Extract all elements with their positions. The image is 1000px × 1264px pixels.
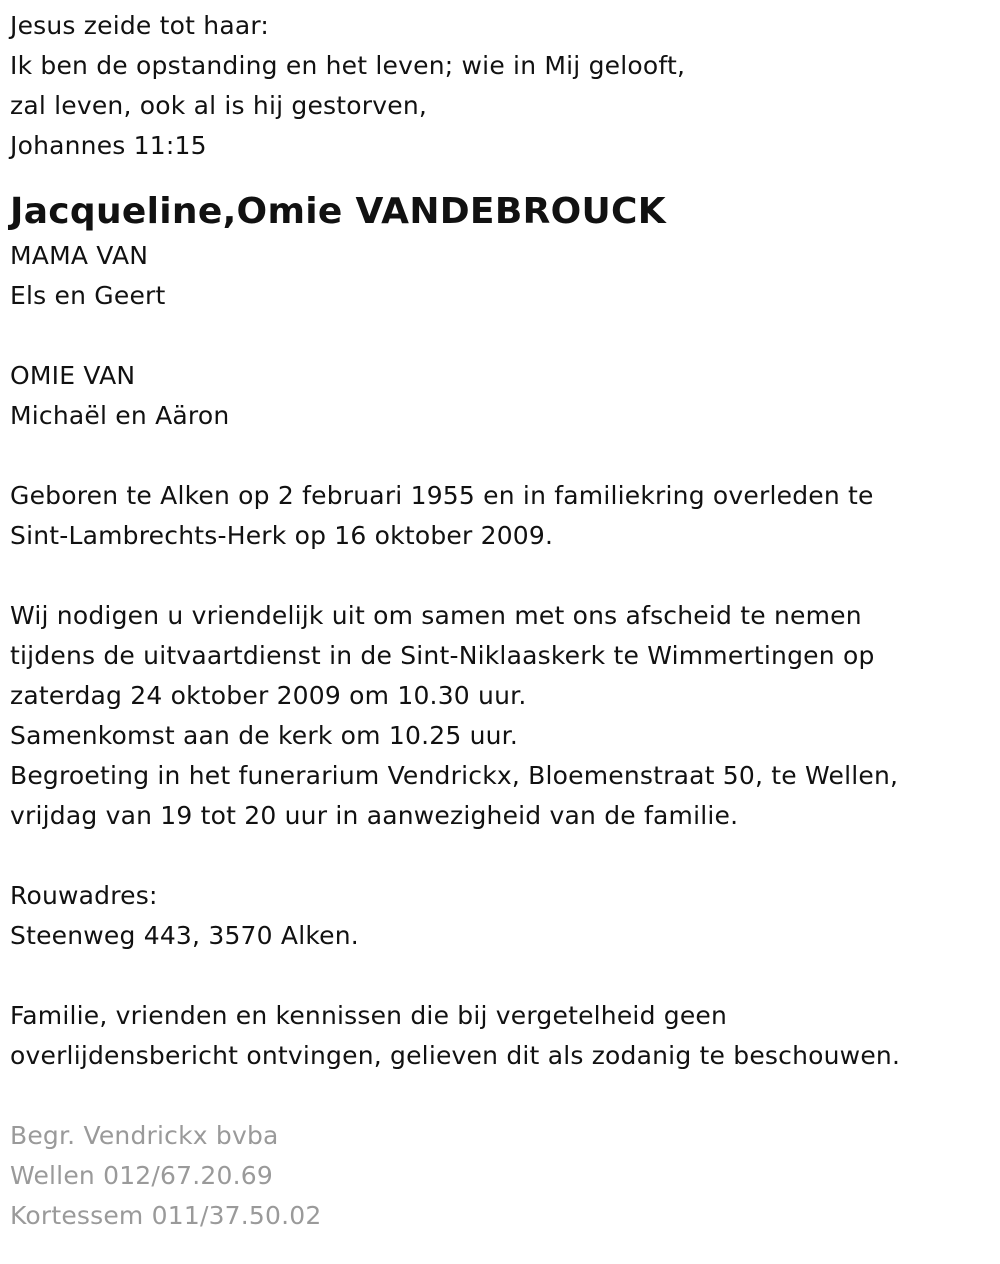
paragraph-line: zaterdag 24 oktober 2009 om 10.30 uur. (10, 681, 527, 710)
paragraph-line: Begroeting in het funerarium Vendrickx, Bloemenstraat 50, te Wellen, (10, 761, 899, 790)
paragraph-line: overlijdensbericht ontvingen, gelieven dit als zodanig te beschouwen. (10, 1041, 901, 1070)
omie-of: Michaël en Aäron (10, 401, 230, 430)
paragraph-line: vrijdag van 19 tot 20 uur in aanwezigheid van de familie. (10, 801, 739, 830)
paragraph-line: Samenkomst aan de kerk om 10.25 uur. (10, 721, 519, 750)
omie-heading: OMIE VAN (10, 361, 136, 390)
paragraph-line: Wij nodigen u vriendelijk uit om samen met ons afscheid te nemen (10, 601, 862, 630)
paragraph-line: Familie, vrienden en kennissen die bij vergetelheid geen (10, 1001, 728, 1030)
address-heading: Rouwadres: (10, 881, 158, 910)
spacer (10, 436, 990, 476)
birth-death-paragraph (10, 476, 990, 556)
verse-line: Ik ben de opstanding en het leven; wie in Mij gelooft, (10, 51, 686, 80)
mama-of: Els en Geert (10, 281, 166, 310)
verse-reference: Johannes 11:15 (10, 131, 207, 160)
notice-paragraph (10, 996, 990, 1076)
spacer (10, 1076, 990, 1116)
mourning-address (10, 876, 990, 956)
funeral-home-footer (10, 1116, 990, 1236)
phone-wellen: Wellen 012/67.20.69 (10, 1161, 273, 1190)
verse-line: Jesus zeide tot haar: (10, 11, 270, 40)
phone-kortessem: Kortessem 011/37.50.02 (10, 1201, 322, 1230)
spacer (10, 316, 990, 356)
paragraph-line: Sint-Lambrechts-Herk op 16 oktober 2009. (10, 521, 554, 550)
mama-heading: MAMA VAN (10, 241, 149, 270)
spacer (10, 556, 990, 596)
spacer (10, 836, 990, 876)
family-section (10, 236, 990, 436)
paragraph-line: Geboren te Alken op 2 februari 1955 en in familiekring overleden te (10, 481, 874, 510)
bible-verse (10, 6, 990, 166)
company-name: Begr. Vendrickx bvba (10, 1121, 279, 1150)
verse-line: zal leven, ook al is hij gestorven, (10, 91, 428, 120)
death-notice (10, 6, 990, 1236)
address-value: Steenweg 443, 3570 Alken. (10, 921, 359, 950)
deceased-name: Jacqueline,Omie VANDEBROUCK (10, 191, 666, 232)
paragraph-line: tijdens de uitvaartdienst in de Sint-Niklaaskerk te Wimmertingen op (10, 641, 875, 670)
funeral-paragraph (10, 596, 990, 836)
spacer (10, 956, 990, 996)
